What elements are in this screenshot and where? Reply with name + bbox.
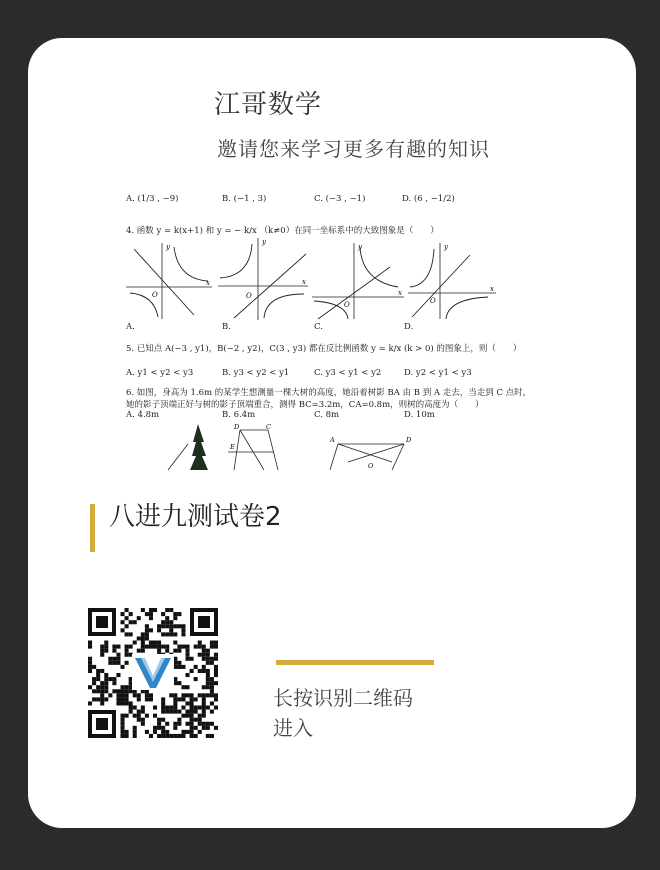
q6-option-a: A. 4.8m xyxy=(126,410,160,420)
svg-text:x: x xyxy=(302,278,306,286)
geometry-figure-2 xyxy=(224,422,304,470)
cta-text xyxy=(273,683,413,743)
brand-name: 江哥数学 xyxy=(214,90,323,120)
svg-text:y: y xyxy=(358,243,362,251)
svg-text:y: y xyxy=(262,238,266,246)
exam-preview-image xyxy=(124,186,564,470)
origin-label: O xyxy=(152,291,158,299)
cta-line-1: 长按识别二维码 xyxy=(273,686,413,710)
svg-text:D: D xyxy=(234,423,240,431)
q3-option-c: C. (−3 , −1) xyxy=(314,194,366,204)
q6-option-c: C. 8m xyxy=(314,410,340,420)
q4-label-c: C. xyxy=(314,322,323,332)
graph-c xyxy=(310,241,410,321)
svg-text:O: O xyxy=(430,297,436,305)
q5-text: 5. 已知点 A(−3 , y1)，B(−2 , y2)，C(3 , y3) 都在反比例函数 y = k/x (k > 0) 的图象上，则（ ） xyxy=(126,344,522,354)
q3-option-b: B. (−1 , 3) xyxy=(222,194,267,204)
q6-line-2: 她的影子顶端正好与树的影子顶端重合，测得 BC=3.2m，CA=0.8m，则树的高度为（ ） xyxy=(126,400,484,410)
graph-a xyxy=(126,241,216,321)
q4-label-d: D. xyxy=(404,322,414,332)
cta-accent-line xyxy=(276,660,434,665)
tagline: 邀请您来学习更多有趣的知识 xyxy=(217,137,490,161)
q6-option-b: B. 6.4m xyxy=(222,410,256,420)
svg-text:A: A xyxy=(330,436,335,444)
svg-text:C: C xyxy=(266,423,271,431)
section-accent-bar xyxy=(90,504,95,552)
svg-text:x: x xyxy=(398,289,402,297)
geometry-figure-3 xyxy=(320,422,420,470)
svg-text:O: O xyxy=(246,292,252,300)
graph-b xyxy=(216,236,312,321)
q5-option-c: C. y3 < y1 < y2 xyxy=(314,368,382,378)
q6-line-1: 6. 如图，身高为 1.6m 的某学生想测量一棵大树的高度，她沿着树影 BA 由 B 到 A 走去，当走到 C 点时， xyxy=(126,388,532,398)
q4-text: 4. 函数 y = k(x+1) 和 y = − k/x （k≠0）在同一坐标系中的大致图象是（ ） xyxy=(126,226,439,236)
axis-x-label: x xyxy=(206,279,210,287)
svg-text:y: y xyxy=(444,243,448,251)
svg-text:x: x xyxy=(490,285,494,293)
q6-option-d: D. 10m xyxy=(404,410,435,420)
q5-option-b: B. y3 < y2 < y1 xyxy=(222,368,290,378)
tree-figure xyxy=(164,422,214,470)
cta-line-2: 进入 xyxy=(273,716,313,740)
q4-label-b: B. xyxy=(222,322,231,332)
q3-option-a: A. (1/3 , −9) xyxy=(126,194,179,204)
q3-option-d: D. (6 , −1/2) xyxy=(402,194,455,204)
section-title: 八进九测试卷2 xyxy=(109,502,282,532)
graph-d xyxy=(406,241,502,321)
q5-option-d: D. y2 < y1 < y3 xyxy=(404,368,472,378)
svg-text:O: O xyxy=(368,462,374,470)
svg-text:O: O xyxy=(344,301,350,309)
axis-y-label: y xyxy=(166,243,170,251)
q5-option-a: A. y1 < y2 < y3 xyxy=(126,368,194,378)
qr-code[interactable] xyxy=(88,608,218,738)
svg-text:E: E xyxy=(230,443,235,451)
q4-label-a: A. xyxy=(126,322,135,332)
share-card xyxy=(28,38,636,828)
svg-text:D: D xyxy=(406,436,412,444)
